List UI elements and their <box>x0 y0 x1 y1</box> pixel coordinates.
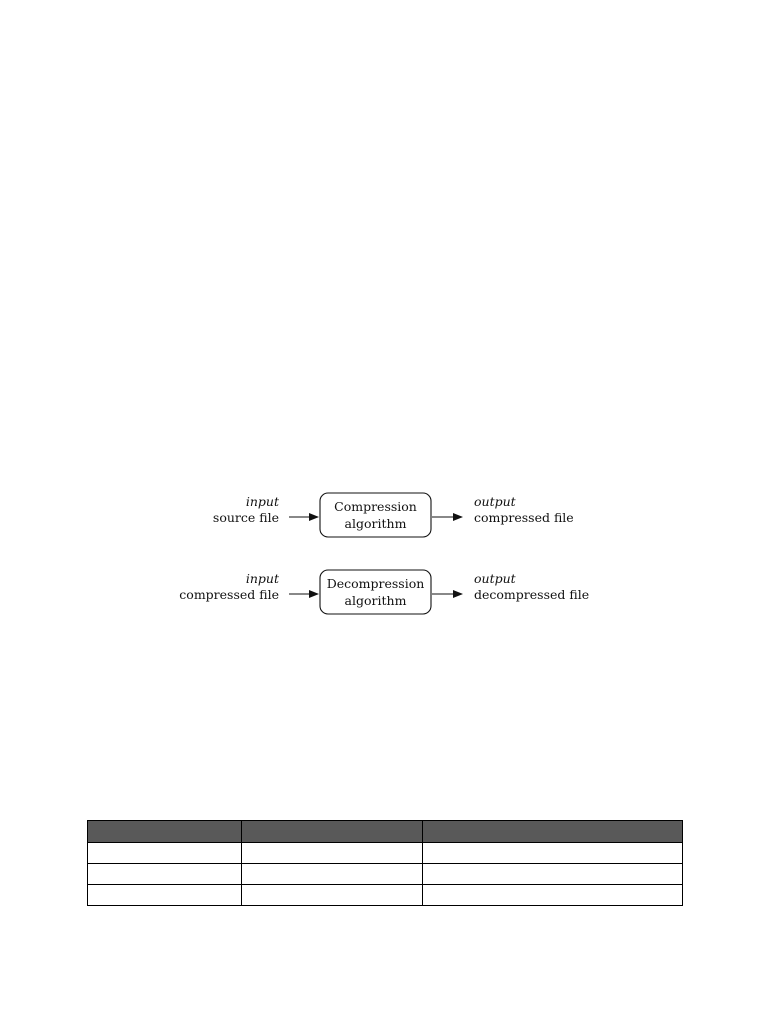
decompression-output-label: output <box>474 571 516 586</box>
compression-box-line1: Compression <box>334 499 417 514</box>
table-cell <box>242 885 423 906</box>
compression-box-line2: algorithm <box>344 516 407 531</box>
table-cell <box>423 885 683 906</box>
table-header-cell <box>242 821 423 843</box>
table-cell <box>242 864 423 885</box>
table-cell <box>88 885 242 906</box>
decompression-input-label: input <box>245 571 279 586</box>
table-header-row <box>88 821 683 843</box>
table-row <box>88 864 683 885</box>
table-cell <box>423 864 683 885</box>
data-table <box>87 820 683 906</box>
table-cell <box>88 864 242 885</box>
compression-input-value: source file <box>212 510 279 525</box>
table-cell <box>242 843 423 864</box>
decompression-output-value: decompressed file <box>474 587 590 602</box>
decompression-input-value: compressed file <box>179 587 279 602</box>
table-row <box>88 885 683 906</box>
table-header-cell <box>423 821 683 843</box>
decompression-box-line1: Decompression <box>326 576 425 591</box>
compression-output-label: output <box>474 494 516 509</box>
table-cell <box>423 843 683 864</box>
decompression-box-line2: algorithm <box>344 593 407 608</box>
compression-output-value: compressed file <box>474 510 574 525</box>
compression-input-label: input <box>245 494 279 509</box>
table-cell <box>88 843 242 864</box>
table-header-cell <box>88 821 242 843</box>
table-row <box>88 843 683 864</box>
